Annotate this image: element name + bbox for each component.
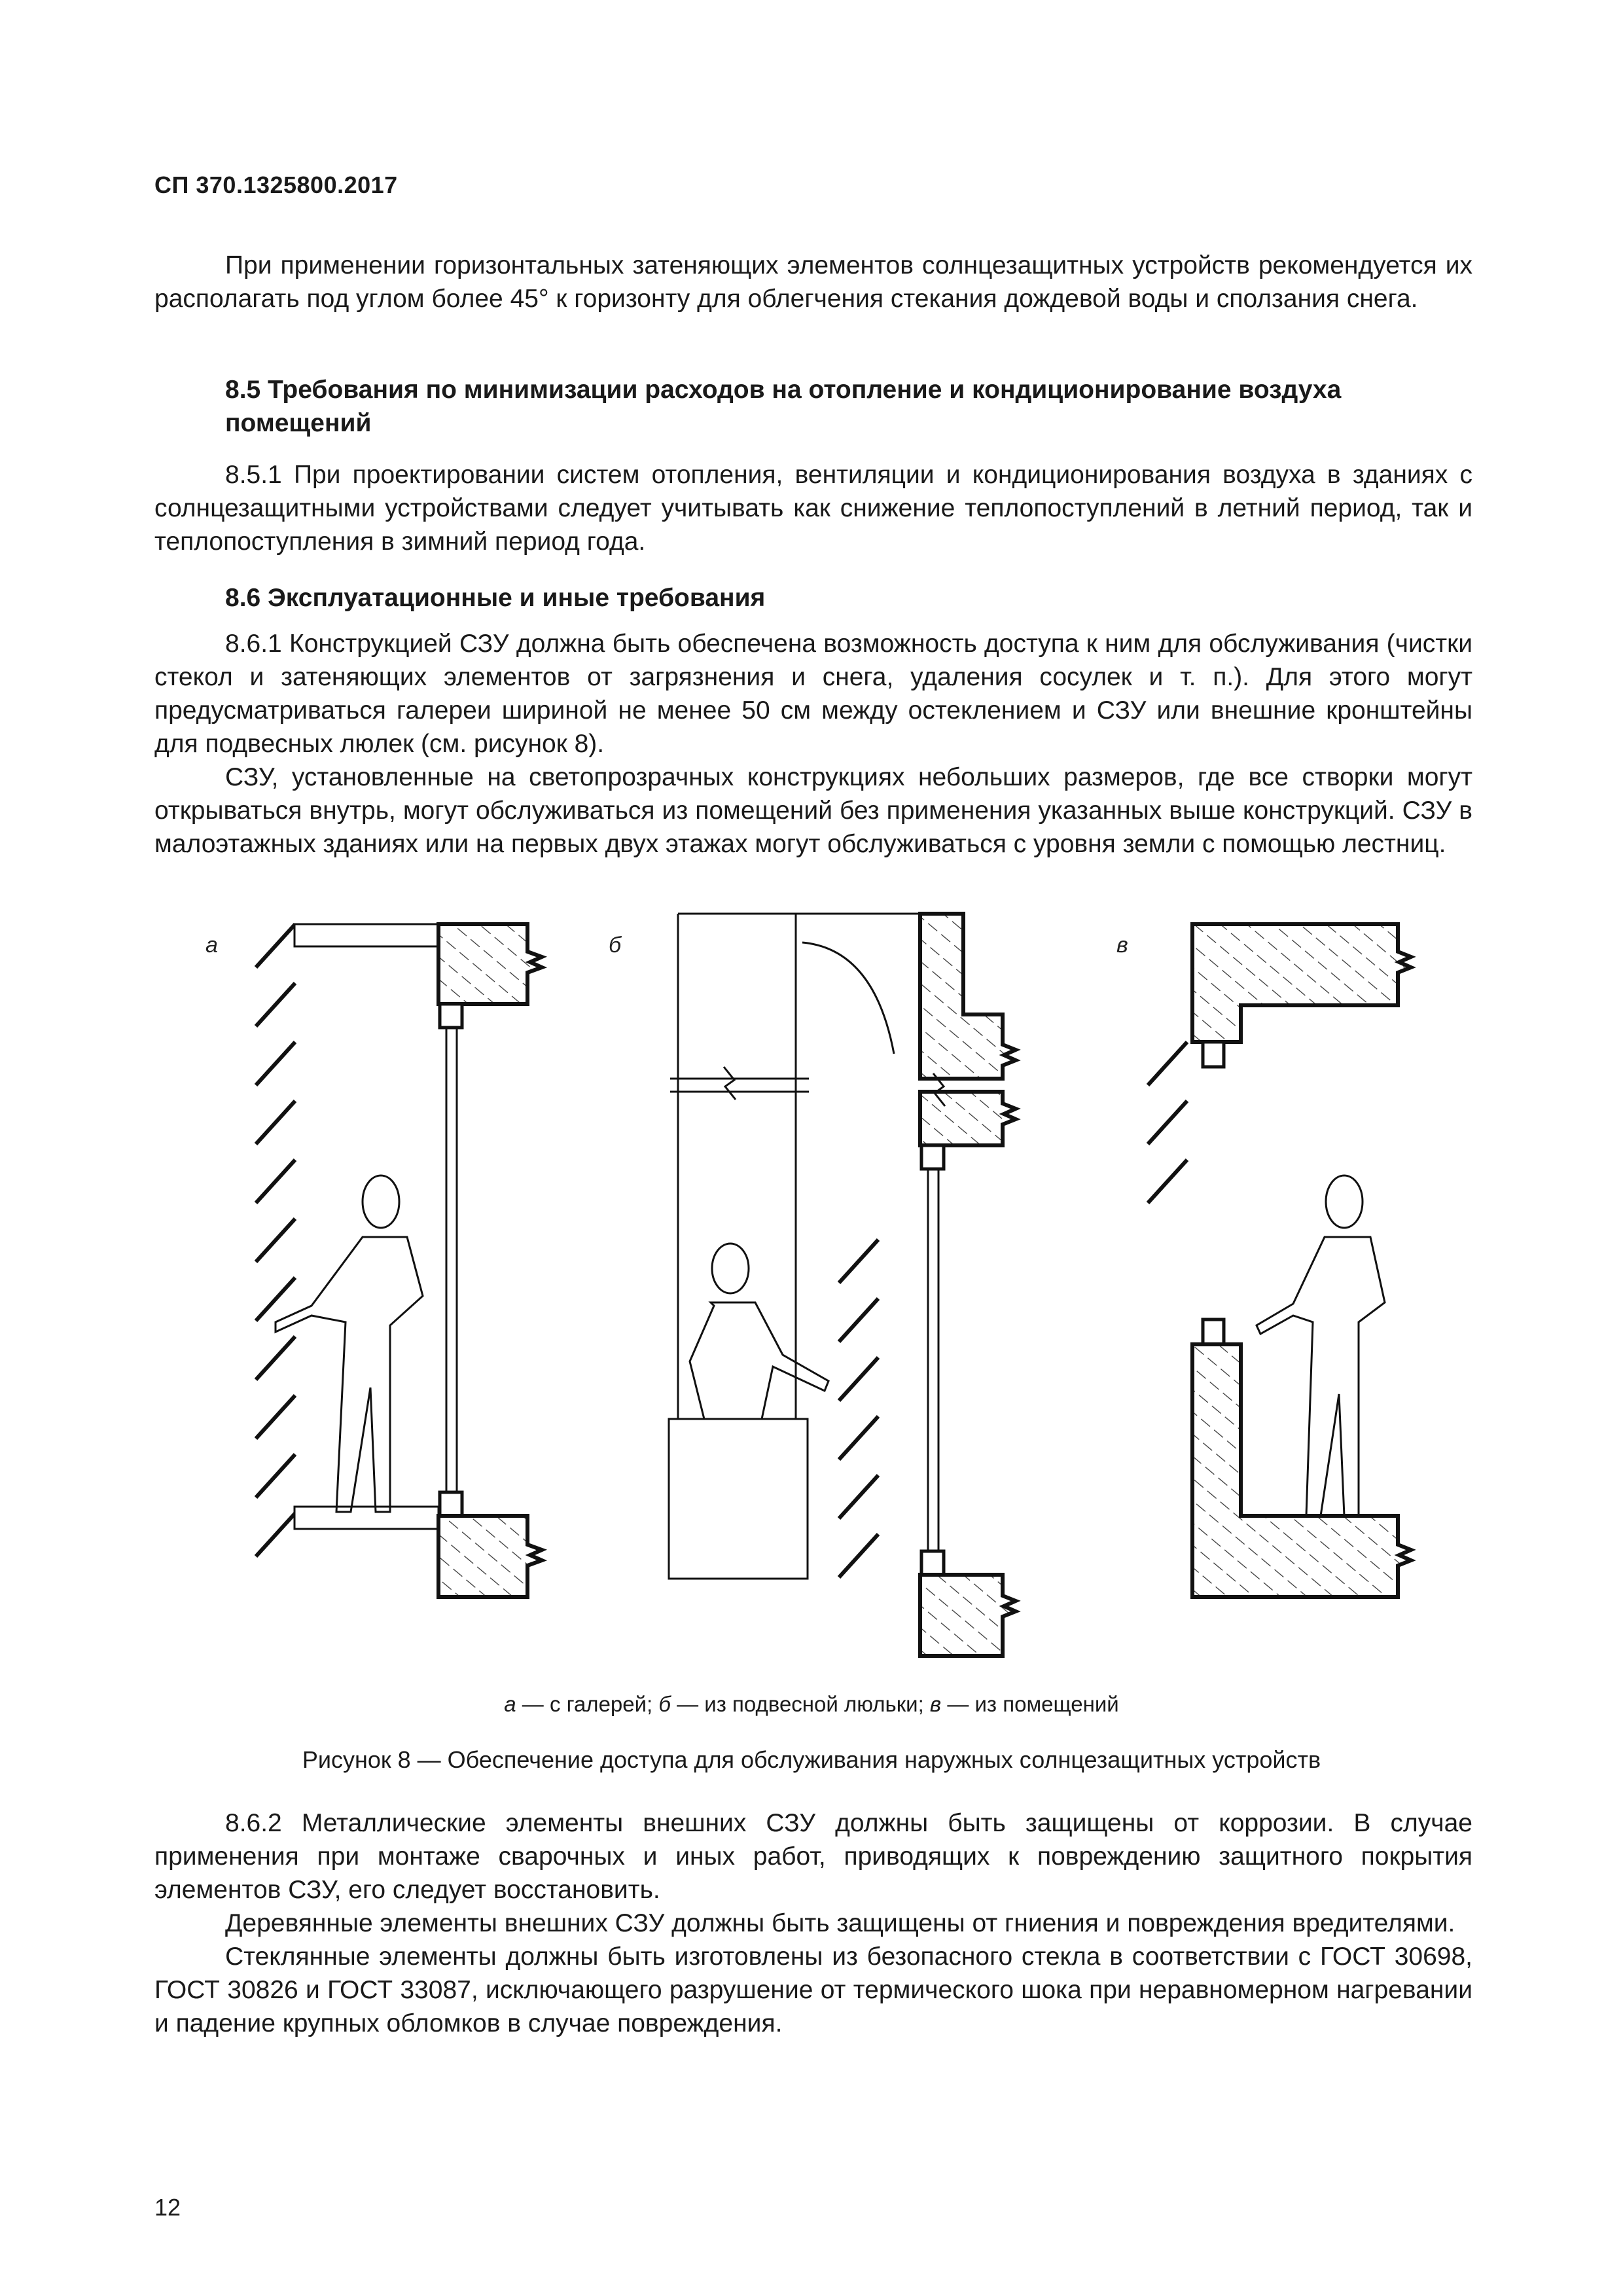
panel-v-wall bbox=[1192, 924, 1411, 1597]
panel-a-label: а bbox=[205, 933, 218, 958]
panel-b-louvers bbox=[839, 1240, 878, 1577]
paragraph-8-6-1-continued: СЗУ, установленные на светопрозрачных конструкциях небольших размеров, где все створки могут открываться внутрь, могут обслуживаться из помещений без применения указанных выше конструкций. СЗУ в малоэтажных зданиях или на первых двух этажах могут обслуживаться с уровня земли с помощью лестниц. bbox=[154, 763, 1472, 858]
legend-key-b: б bbox=[658, 1692, 671, 1716]
figure-8 bbox=[154, 897, 1472, 1676]
panel-a-louvers bbox=[256, 924, 295, 1556]
section-8-6-heading: 8.6 Эксплуатационные и иные требования bbox=[225, 584, 766, 612]
paragraph-8-5-1: 8.5.1 При проектировании систем отопления, вентиляции и кондиционирования воздуха в зданиях с солнцезащитными устройствами следует учитывать как снижение теплопоступлений в летний период, так и теплопоступления в зимний период года. bbox=[154, 461, 1472, 556]
paragraph-8-6-1: 8.6.1 Конструкцией СЗУ должна быть обеспечена возможность доступа к ним для обслуживания (чистки стекол и затеняющих элементов от загрязнения и снега, удаления сосулек и т. п.). Для этого могут предусматриваться галереи шириной не менее 50 см между остеклением и СЗУ или внешние кронштейны для подвесных люлек (см. рисунок 8). bbox=[154, 630, 1472, 758]
intro-paragraph: При применении горизонтальных затеняющих элементов солнцезащитных устройств рекомендуется их располагать под углом более 45° к горизонту для облегчения стекания дождевой воды и сползания снега. bbox=[154, 251, 1472, 313]
panel-b-person-icon bbox=[690, 1244, 829, 1419]
panel-b-break-mark bbox=[724, 1067, 736, 1100]
panel-a-gallery-floor bbox=[294, 1507, 438, 1529]
paragraph-wood-elements: Деревянные элементы внешних СЗУ должны быть защищены от гниения и повреждения вредителями. bbox=[225, 1909, 1455, 1937]
legend-text-a: — с галерей; bbox=[516, 1692, 659, 1716]
figure-legend bbox=[0, 1692, 1623, 1717]
panel-v-label: в bbox=[1116, 933, 1128, 958]
figure-8-drawing bbox=[154, 897, 1472, 1676]
legend-key-v: в bbox=[929, 1692, 942, 1716]
legend-text-b: — из подвесной люльки; bbox=[670, 1692, 930, 1716]
section-8-6-block bbox=[154, 627, 1472, 861]
section-8-6-continued-block bbox=[154, 1806, 1472, 2040]
document-code: СП 370.1325800.2017 bbox=[154, 171, 398, 198]
section-8-5-block bbox=[154, 458, 1472, 558]
panel-v-louvers bbox=[1148, 1042, 1187, 1203]
figure-caption: Рисунок 8 — Обеспечение доступа для обслуживания наружных солнцезащитных устройств bbox=[302, 1746, 1321, 1773]
panel-b-cradle bbox=[669, 1419, 808, 1579]
legend-key-a: а bbox=[504, 1692, 516, 1716]
page-number: 12 bbox=[154, 2194, 181, 2221]
section-8-5-heading: 8.5 Требования по минимизации расходов на отопление и кондиционирование воздуха помещений bbox=[225, 376, 1342, 437]
paragraph-8-6-2: 8.6.2 Металлические элементы внешних СЗУ должны быть защищены от коррозии. В случае применения при монтаже сварочных и иных работ, приводящих к повреждению защитного покрытия элементов СЗУ, его следует восстановить. bbox=[154, 1809, 1472, 1904]
panel-v-person-icon bbox=[1257, 1175, 1385, 1516]
panel-b-wall bbox=[920, 914, 1016, 1656]
paragraph-glass-elements: Стеклянные элементы должны быть изготовлены из безопасного стекла в соответствии с ГОСТ 30698, ГОСТ 30826 и ГОСТ 33087, исключающего разрушение от термического шока при неравномерном нагревании и падение крупных обломков в случае повреждения. bbox=[154, 1943, 1472, 2037]
panel-a-person-icon bbox=[276, 1175, 423, 1512]
panel-a-wall bbox=[438, 924, 542, 1597]
panel-a-gallery-top bbox=[294, 924, 438, 946]
panel-b-label: б bbox=[609, 933, 622, 958]
legend-text-v: — из помещений bbox=[941, 1692, 1119, 1716]
intro-paragraph-block bbox=[154, 249, 1472, 315]
